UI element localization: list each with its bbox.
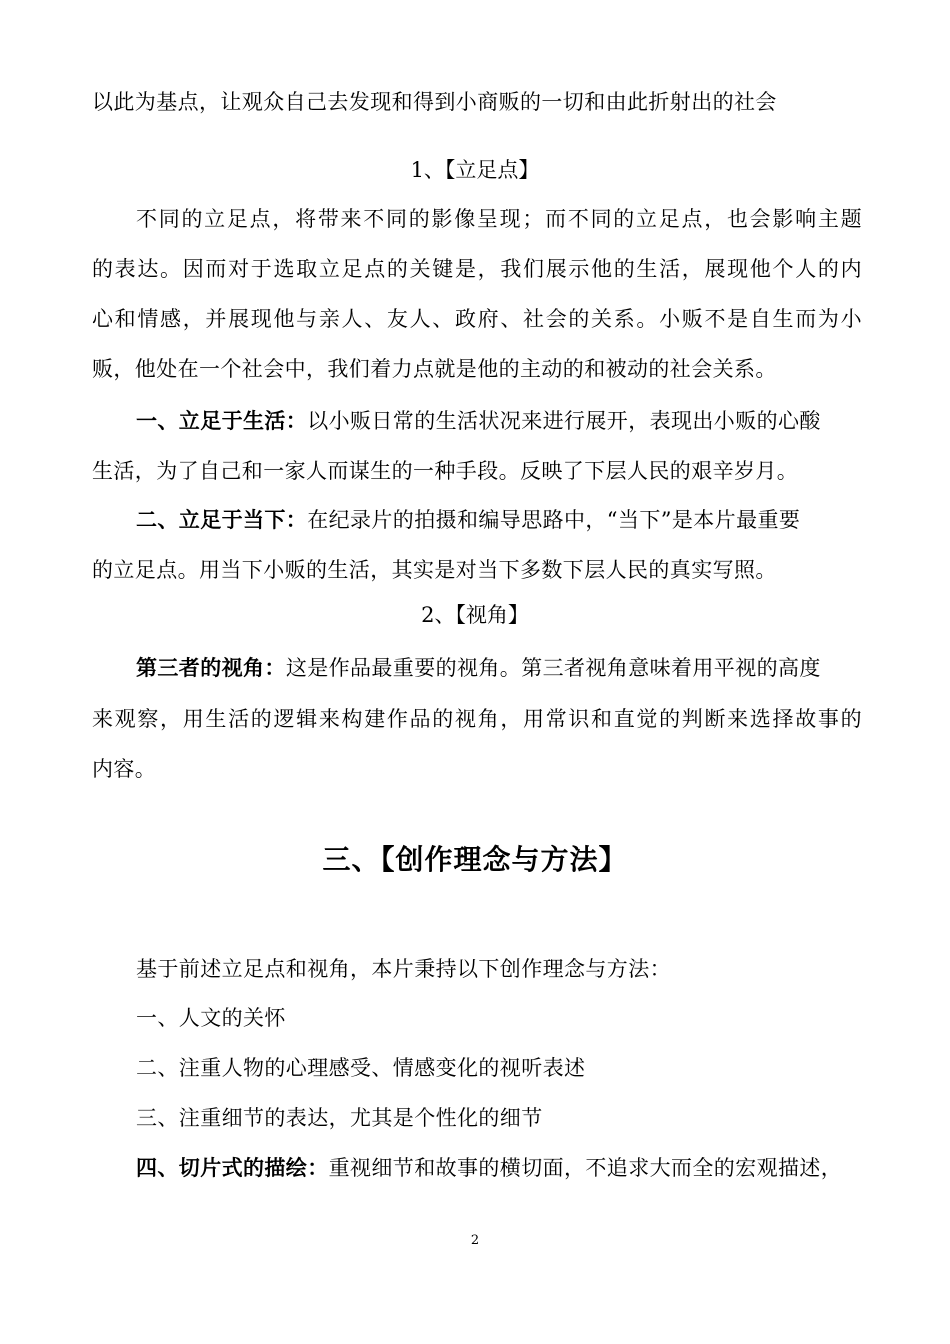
paragraph-line: 贩，他处在一个社会中，我们着力点就是他的主动的和被动的社会关系。 xyxy=(92,357,777,381)
bold-label: 一、立足于生活： xyxy=(136,409,308,433)
bold-label: 四、切片式的描绘： xyxy=(136,1156,329,1180)
paragraph-line: 基于前述立足点和视角，本片秉持以下创作理念与方法： xyxy=(136,957,671,981)
paragraph-line: 不同的立足点，将带来不同的影像呈现；而不同的立足点，也会影响主题 xyxy=(136,207,862,231)
bold-label: 第三者的视角： xyxy=(136,656,286,680)
list-item: 二、注重人物的心理感受、情感变化的视听表述 xyxy=(136,1056,586,1080)
page-number: 2 xyxy=(470,1233,480,1248)
subheading-perspective: 2、【视角】 xyxy=(421,603,529,627)
paragraph-line: 心和情感，并展现他与亲人、友人、政府、社会的关系。小贩不是自生而为小 xyxy=(92,307,862,331)
paragraph-line xyxy=(136,407,862,435)
list-item: 三、注重细节的表达，尤其是个性化的细节 xyxy=(136,1106,543,1130)
paragraph-text: 以小贩日常的生活状况来进行展开，表现出小贩的心酸 xyxy=(307,409,821,433)
paragraph-line xyxy=(136,654,862,682)
paragraph-text: 在纪录片的拍摄和编导思路中，“当下”是本片最重要 xyxy=(307,508,801,532)
paragraph-line: 以此为基点，让观众自己去发现和得到小商贩的一切和由此折射出的社会 xyxy=(92,90,777,114)
paragraph-line: 来观察，用生活的逻辑来构建作品的视角，用常识和直觉的判断来选择故事的 xyxy=(92,707,862,731)
paragraph-line xyxy=(136,506,862,534)
subheading-standpoint: 1、【立足点】 xyxy=(410,158,540,182)
list-item xyxy=(136,1154,862,1182)
paragraph-line: 的立足点。用当下小贩的生活，其实是对当下多数下层人民的真实写照。 xyxy=(92,558,777,582)
paragraph-line: 的表达。因而对于选取立足点的关键是，我们展示他的生活，展现他个人的内 xyxy=(92,257,862,281)
list-item-text: 重视细节和故事的横切面，不追求大而全的宏观描述， xyxy=(328,1156,843,1180)
paragraph-text: 这是作品最重要的视角。第三者视角意味着用平视的高度 xyxy=(285,656,821,680)
paragraph-line: 生活，为了自己和一家人而谋生的一种手段。反映了下层人民的艰辛岁月。 xyxy=(92,459,799,483)
bold-label: 二、立足于当下： xyxy=(136,508,308,532)
section-title: 三、【创作理念与方法】 xyxy=(322,843,628,876)
list-item: 一、人文的关怀 xyxy=(136,1006,286,1030)
paragraph-line: 内容。 xyxy=(92,757,157,781)
